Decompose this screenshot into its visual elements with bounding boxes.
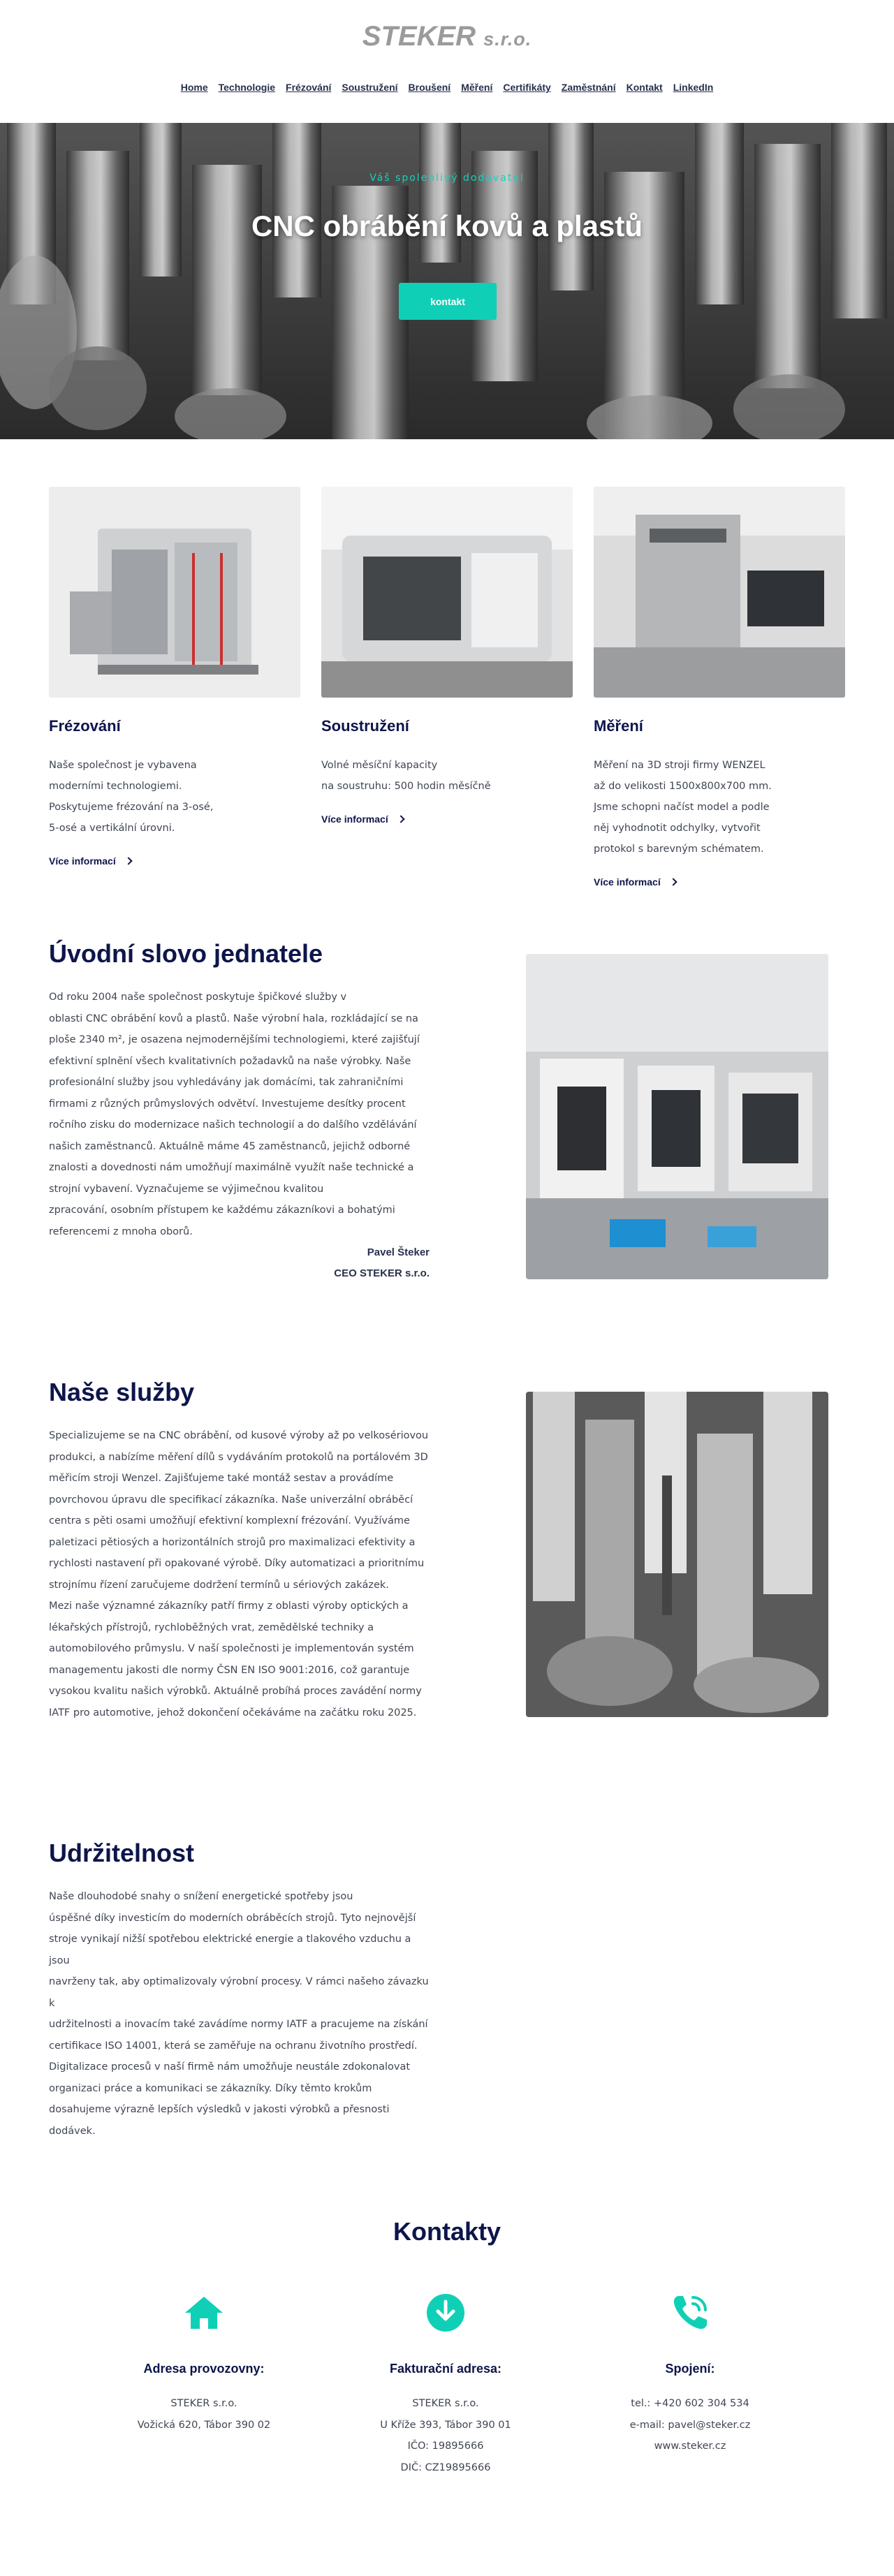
more-label: Více informací [321, 814, 388, 825]
sustainability-section [0, 1839, 894, 2199]
intro-line: znalosti a dovednosti nám umožňují maximálně využít naše technické a [49, 1162, 414, 1173]
card-frezovani-text [49, 755, 300, 839]
services-line: centra s pěti osami umožňují efektivní komplexní frézování. Využíváme [49, 1515, 410, 1526]
contact-address-title: Adresa provozovny: [143, 2362, 265, 2376]
services-line: strojnímu řízení zaručujeme dodržení termínů u sériových zakázek. [49, 1579, 389, 1591]
brand-logo[interactable] [0, 21, 894, 52]
contact-column-address [103, 2291, 305, 2436]
sustain-line: stroje vynikají nižší spotřebou elektrické energie a tlakového vzduchu a jsou [49, 1934, 411, 1966]
card-soustruzeni [321, 487, 573, 825]
contacts-title: Kontakty [393, 2217, 501, 2246]
contact-line: U Kříže 393, Tábor 390 01 [380, 2419, 511, 2431]
signature [49, 1242, 430, 1284]
chevron-right-icon [669, 878, 677, 885]
intro-line: strojní vybavení. Vyznačujeme se výjimečnou kvalitou [49, 1183, 324, 1195]
card-soustruzeni-image [321, 487, 573, 698]
contact-column-connection [589, 2291, 791, 2457]
card-line: moderními technologiemi. [49, 781, 182, 792]
services-line: vysokou kvalitu našich výrobků. Aktuálně probíhá proces zavádění normy [49, 1686, 422, 1697]
sustain-line: certifikace ISO 14001, která se zaměřuje na ochranu životního prostředí. [49, 2040, 418, 2052]
card-line: Jsme schopni načíst model a podle [594, 802, 770, 813]
more-label: Více informací [594, 876, 661, 888]
intro-title: Úvodní slovo jednatele [49, 939, 323, 968]
card-line: na soustruhu: 500 hodin měsíčně [321, 781, 491, 792]
nav-brouseni[interactable]: Broušení [408, 82, 451, 93]
services-line: povrchovou úpravu dle specifikací zákazníka. Naše univerzální obráběcí [49, 1494, 413, 1506]
card-mereni-image [594, 487, 845, 698]
services-line: rychlosti nastavení při opakované výrobě. Díky automatizaci a prioritnímu [49, 1558, 425, 1569]
card-frezovani-title: Frézování [49, 717, 121, 735]
chevron-right-icon [397, 815, 404, 823]
nav-home[interactable]: Home [180, 82, 208, 93]
contact-website[interactable]: www.steker.cz [654, 2441, 726, 2452]
more-label: Více informací [49, 855, 116, 867]
brand-name: STEKER [362, 21, 476, 52]
sustain-line: dosahujeme výrazně lepších výsledků v jakosti výrobků a přesnosti dodávek. [49, 2104, 390, 2137]
phone-icon [589, 2291, 791, 2334]
nav-linkedin[interactable]: LinkedIn [673, 82, 714, 93]
services-line: IATF pro automotive, jehož dokončení očekáváme na začátku roku 2025. [49, 1707, 417, 1718]
intro-line: profesionální služby jsou vyhledávány jak domácími, tak zahraničními [49, 1077, 404, 1088]
contact-email[interactable]: e-mail: pavel@steker.cz [629, 2419, 751, 2431]
card-mereni [594, 487, 845, 888]
card-line: až do velikosti 1500x800x700 mm. [594, 781, 772, 792]
main-nav [0, 82, 894, 93]
site-header [0, 0, 894, 123]
sustain-line: organizaci práce a komunikaci se zákazníky. Díky těmto krokům [49, 2082, 372, 2094]
signature-role: CEO STEKER s.r.o. [334, 1267, 430, 1279]
sustain-line: Digitalizace procesů v naší firmě nám umožňuje neustále zdokonalovat [49, 2061, 411, 2073]
services-photo [526, 1392, 828, 1717]
contact-billing-title: Fakturační adresa: [389, 2362, 502, 2376]
intro-photo [526, 954, 828, 1279]
sustain-line: navrženy tak, aby optimalizovaly výrobní procesy. V rámci našeho závazku k [49, 1976, 429, 2009]
intro-line: oblasti CNC obrábění kovů a plastů. Naše výrobní hala, rozkládající se na [49, 1013, 418, 1024]
services-title: Naše služby [49, 1378, 195, 1406]
intro-line: zpracování, osobním přístupem ke každému zákazníkovi a bohatými [49, 1205, 395, 1216]
card-soustruzeni-title: Soustružení [321, 717, 409, 735]
hero-banner [0, 123, 894, 439]
card-line: Měření na 3D stroji firmy WENZEL [594, 760, 765, 771]
signature-name: Pavel Šteker [367, 1246, 430, 1258]
contact-connection-lines [589, 2393, 791, 2457]
services-line: produkci, a nabízíme měření dílů s vydáváním protokolů na portálovém 3D [49, 1451, 428, 1463]
intro-line: efektivní splnění všech kvalitativních požadavků na naše výrobky. Naše [49, 1055, 411, 1067]
contact-connection-title: Spojení: [665, 2362, 715, 2376]
contact-line: STEKER s.r.o. [170, 2398, 237, 2409]
chevron-right-icon [124, 857, 132, 864]
brand-suffix: s.r.o. [483, 29, 532, 50]
nav-technologie[interactable]: Technologie [218, 82, 276, 93]
hero-title: CNC obrábění kovů a plastů [251, 209, 643, 242]
card-soustruzeni-more-link[interactable] [321, 814, 404, 825]
sustain-line: Naše dlouhodobé snahy o snížení energetické spotřeby jsou [49, 1891, 353, 1902]
services-line: paletizaci pětiosých a horizontálních strojů pro maximalizaci efektivity a [49, 1536, 416, 1548]
card-frezovani-more-link[interactable] [49, 855, 131, 867]
sustainability-title: Udržitelnost [49, 1839, 195, 1867]
intro-line: ploše 2340 m², je osazena nejmodernějšími technologiemi, které zajišťují [49, 1034, 420, 1045]
our-services-section [0, 1378, 894, 1839]
contact-column-billing [344, 2291, 547, 2478]
nav-mereni[interactable]: Měření [461, 82, 493, 93]
contact-button[interactable]: kontakt [399, 283, 497, 320]
sustainability-text [49, 1886, 430, 2142]
download-circle-icon [344, 2291, 547, 2334]
services-line: lékařských přístrojů, rychloběžných vrat, zemědělské techniky a [49, 1621, 374, 1633]
card-line: Naše společnost je vybavena [49, 760, 197, 771]
card-mereni-title: Měření [594, 717, 643, 735]
contact-billing-lines [344, 2393, 547, 2478]
intro-line: ročního zisku do modernizace našich technologií a do dalšího vzdělávání [49, 1119, 417, 1131]
services-cards [0, 439, 894, 939]
card-soustruzeni-text [321, 755, 573, 797]
intro-line: našich zaměstnanců. Aktuálně máme 45 zaměstnanců, jejichž odborné [49, 1140, 411, 1152]
card-mereni-more-link[interactable] [594, 876, 676, 888]
card-line: něj vyhodnotit odchylky, vytvořit [594, 823, 761, 834]
nav-kontakt[interactable]: Kontakt [626, 82, 663, 93]
nav-certifikaty[interactable]: Certifikáty [503, 82, 551, 93]
services-line: automobilového průmyslu. V naší společnosti je implementován systém [49, 1643, 414, 1654]
services-line: Specializujeme se na CNC obrábění, od kusové výroby až po velkosériovou [49, 1430, 429, 1441]
card-line: protokol s barevným schématem. [594, 844, 764, 855]
services-line: managementu jakosti dle normy ČSN EN ISO 9001:2016, což garantuje [49, 1664, 410, 1676]
nav-zamestnani[interactable]: Zaměstnání [561, 82, 616, 93]
sustain-line: udržitelnosti a inovacím také zavádíme normy IATF a pracujeme na získání [49, 2019, 428, 2030]
intro-line: referencemi z mnoha oborů. [49, 1226, 193, 1237]
intro-text [49, 987, 430, 1242]
contact-line: STEKER s.r.o. [412, 2398, 479, 2409]
intro-section [0, 939, 894, 1378]
contact-line: Vožická 620, Tábor 390 02 [137, 2419, 271, 2431]
nav-soustruzeni[interactable]: Soustružení [342, 82, 398, 93]
card-frezovani [49, 487, 300, 867]
services-text [49, 1425, 430, 1723]
hero-kicker: Váš spolehlivý dodavatel [369, 172, 525, 184]
home-icon [103, 2291, 305, 2334]
services-line: měřicím stroji Wenzel. Zajišťujeme také montáž sestav a provádíme [49, 1473, 394, 1484]
contact-line: DIČ: CZ19895666 [400, 2461, 491, 2473]
sustain-line: úspěšné díky investicím do moderních obráběcích strojů. Tyto nejnovější [49, 1912, 416, 1924]
card-frezovani-image [49, 487, 300, 698]
intro-line: Od roku 2004 naše společnost poskytuje špičkové služby v [49, 992, 347, 1003]
contact-phone[interactable]: tel.: +420 602 304 534 [631, 2398, 749, 2409]
nav-frezovani[interactable]: Frézování [286, 82, 332, 93]
intro-line: firmami z různých průmyslových odvětví. Investujeme desítky procent [49, 1098, 406, 1110]
card-line: Poskytujeme frézování na 3-osé, [49, 802, 214, 813]
hero-kicker-wrap [0, 170, 894, 184]
contacts-section [0, 2199, 894, 2576]
services-line: Mezi naše významné zákazníky patří firmy z oblasti výroby optických a [49, 1600, 409, 1612]
card-line: Volné měsíční kapacity [321, 760, 438, 771]
card-line: 5-osé a vertikální úrovni. [49, 823, 175, 834]
card-mereni-text [594, 755, 845, 860]
contact-line: IČO: 19895666 [407, 2441, 484, 2452]
